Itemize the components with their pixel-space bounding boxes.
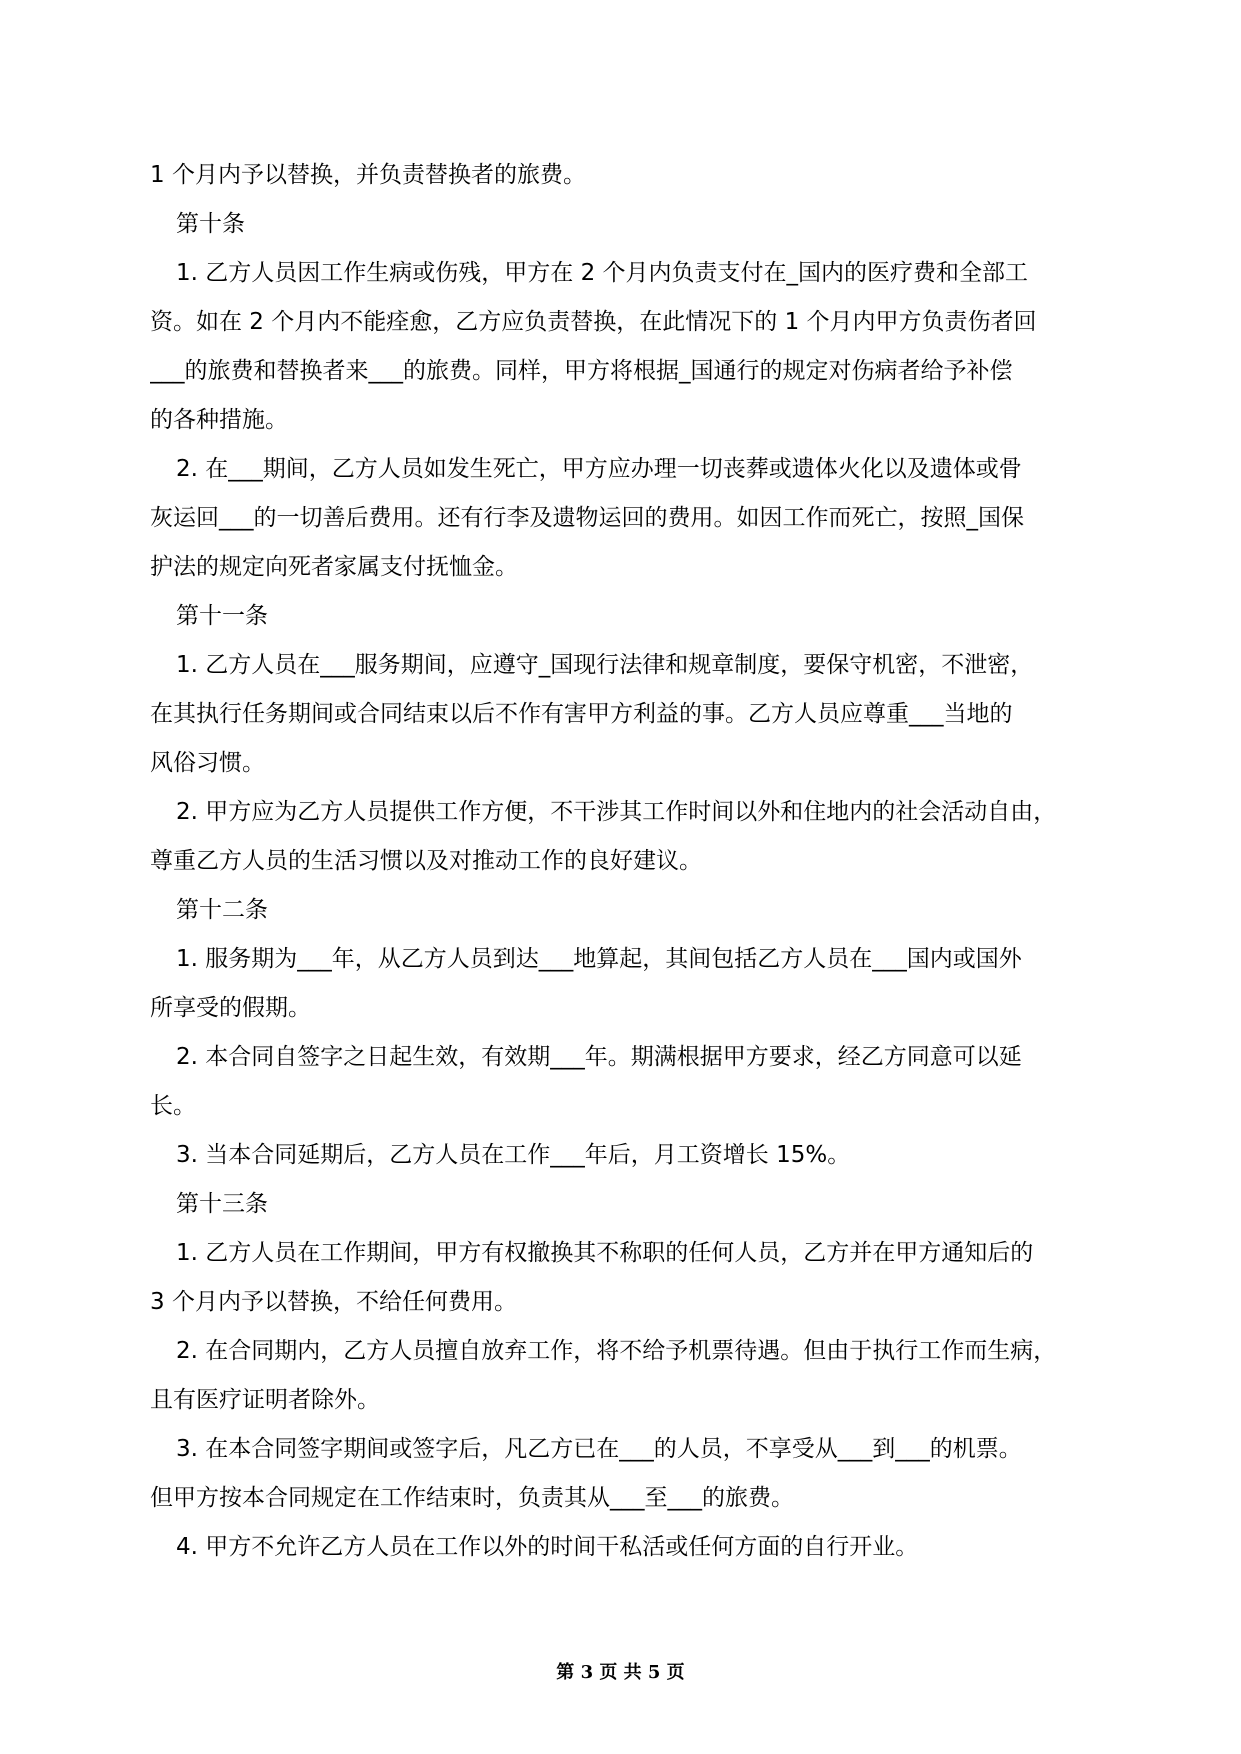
text-line: 3. 当本合同延期后，乙方人员在工作___年后，月工资增长 15%。 bbox=[176, 1142, 851, 1168]
text-line: 2. 甲方应为乙方人员提供工作方便，不干涉其工作时间以外和住地内的社会活动自由， bbox=[176, 799, 1057, 825]
text-line: 长。 bbox=[150, 1093, 196, 1119]
document-body bbox=[150, 151, 1090, 1572]
text-line: 第十条 bbox=[176, 211, 245, 237]
text-line: 第十二条 bbox=[176, 897, 268, 923]
text-line: 4. 甲方不允许乙方人员在工作以外的时间干私活或任何方面的自行开业。 bbox=[176, 1534, 919, 1560]
text-line: 的各种措施。 bbox=[150, 407, 288, 433]
text-line: 第十三条 bbox=[176, 1191, 268, 1217]
text-line: 第十一条 bbox=[176, 603, 268, 629]
text-line: 2. 在___期间，乙方人员如发生死亡，甲方应办理一切丧葬或遗体火化以及遗体或骨 bbox=[176, 456, 1022, 482]
text-line: 护法的规定向死者家属支付抚恤金。 bbox=[150, 554, 518, 580]
text-line: 且有医疗证明者除外。 bbox=[150, 1387, 380, 1413]
text-line: 资。如在 2 个月内不能痊愈，乙方应负责替换，在此情况下的 1 个月内甲方负责伤者回 bbox=[150, 309, 1037, 335]
text-line: 3 个月内予以替换，不给任何费用。 bbox=[150, 1289, 517, 1315]
text-line: 3. 在本合同签字期间或签字后，凡乙方已在___的人员，不享受从___到___的机票。 bbox=[176, 1436, 1022, 1462]
text-line: 2. 本合同自签字之日起生效，有效期___年。期满根据甲方要求，经乙方同意可以延 bbox=[176, 1044, 1022, 1070]
text-line: 在其执行任务期间或合同结束以后不作有害甲方利益的事。乙方人员应尊重___当地的 bbox=[150, 701, 1013, 727]
text-line: 所享受的假期。 bbox=[150, 995, 311, 1021]
text-line: 灰运回___的一切善后费用。还有行李及遗物运回的费用。如因工作而死亡，按照_国保 bbox=[150, 505, 1024, 531]
text-line: 1. 服务期为___年，从乙方人员到达___地算起，其间包括乙方人员在___国内或国外 bbox=[176, 946, 1022, 972]
text-line: 1. 乙方人员因工作生病或伤残，甲方在 2 个月内负责支付在_国内的医疗费和全部工 bbox=[176, 260, 1029, 286]
text-line: 1 个月内予以替换，并负责替换者的旅费。 bbox=[150, 162, 586, 188]
text-line: 但甲方按本合同规定在工作结束时，负责其从___至___的旅费。 bbox=[150, 1485, 794, 1511]
text-line: 1. 乙方人员在___服务期间，应遵守_国现行法律和规章制度，要保守机密，不泄密， bbox=[176, 652, 1034, 678]
text-line: ___的旅费和替换者来___的旅费。同样，甲方将根据_国通行的规定对伤病者给予补偿 bbox=[150, 358, 1013, 384]
text-line: 1. 乙方人员在工作期间，甲方有权撤换其不称职的任何人员，乙方并在甲方通知后的 bbox=[176, 1240, 1034, 1266]
text-line: 尊重乙方人员的生活习惯以及对推动工作的良好建议。 bbox=[150, 848, 702, 874]
page-footer: 第 3 页 共 5 页 bbox=[556, 1662, 685, 1683]
text-line: 2. 在合同期内，乙方人员擅自放弃工作，将不给予机票待遇。但由于执行工作而生病， bbox=[176, 1338, 1057, 1364]
text-line: 风俗习惯。 bbox=[150, 750, 265, 776]
